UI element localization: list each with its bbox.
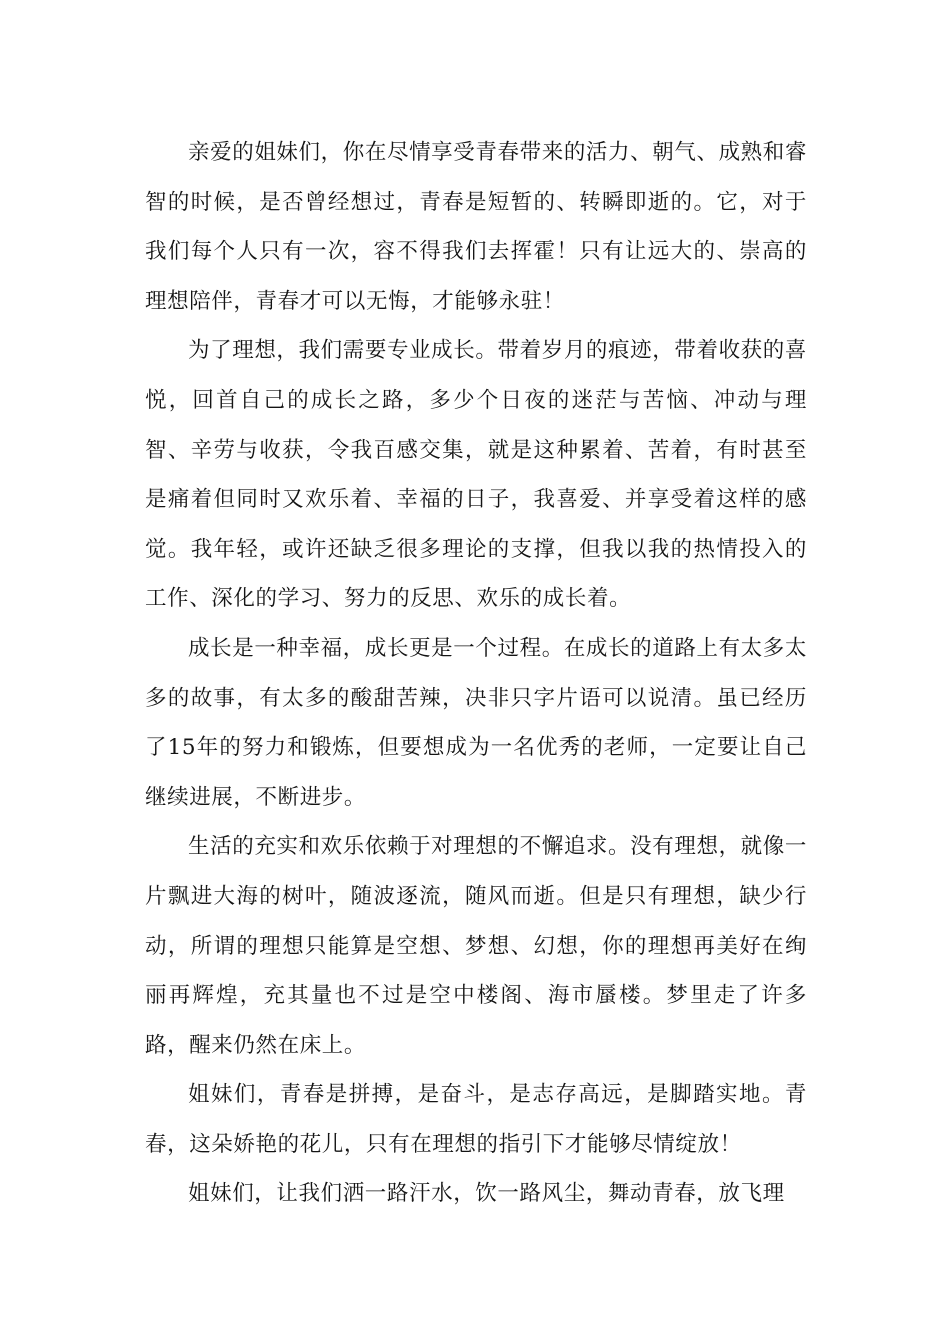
paragraph-4: 生活的充实和欢乐依赖于对理想的不懈追求。没有理想，就像一片飘进大海的树叶，随波逐流，随风而逝。但是只有理想，缺少行动，所谓的理想只能算是空想、梦想、幻想，你的理想再美好在绚丽再辉煌，充其量也不过是空中楼阁、海市蜃楼。梦里走了许多路，醒来仍然在床上。: [145, 834, 807, 1058]
paragraph-5: 姐妹们，青春是拼搏，是奋斗，是志存高远，是脚踏实地。青春，这朵娇艳的花儿，只有在理想的指引下才能够尽情绽放！: [145, 1082, 807, 1157]
paragraph-6: 姐妹们，让我们洒一路汗水，饮一路风尘，舞动青春，放飞理: [188, 1181, 785, 1207]
paragraph-1: 亲爱的姐妹们，你在尽情享受青春带来的活力、朝气、成熟和睿智的时候，是否曾经想过，青春是短暂的、转瞬即逝的。它，对于我们每个人只有一次，容不得我们去挥霍！只有让远大的、崇高的理想陪伴，青春才可以无悔，才能够永驻！: [145, 140, 807, 314]
paragraph-2: 为了理想，我们需要专业成长。带着岁月的痕迹，带着收获的喜悦，回首自己的成长之路，多少个日夜的迷茫与苦恼、冲动与理智、辛劳与收获，令我百感交集，就是这种累着、苦着，有时甚至是痛着但同时又欢乐着、幸福的日子，我喜爱、并享受着这样的感觉。我年轻，或许还缺乏很多理论的支撑，但我以我的热情投入的工作、深化的学习、努力的反思、欢乐的成长着。: [145, 338, 807, 612]
document-body: [145, 128, 807, 1219]
paragraph-3: 成长是一种幸福，成长更是一个过程。在成长的道路上有太多太多的故事，有太多的酸甜苦辣，决非只字片语可以说清。虽已经历了15年的努力和锻炼，但要想成为一名优秀的老师，一定要让自己继续进展，不断进步。: [145, 635, 807, 810]
